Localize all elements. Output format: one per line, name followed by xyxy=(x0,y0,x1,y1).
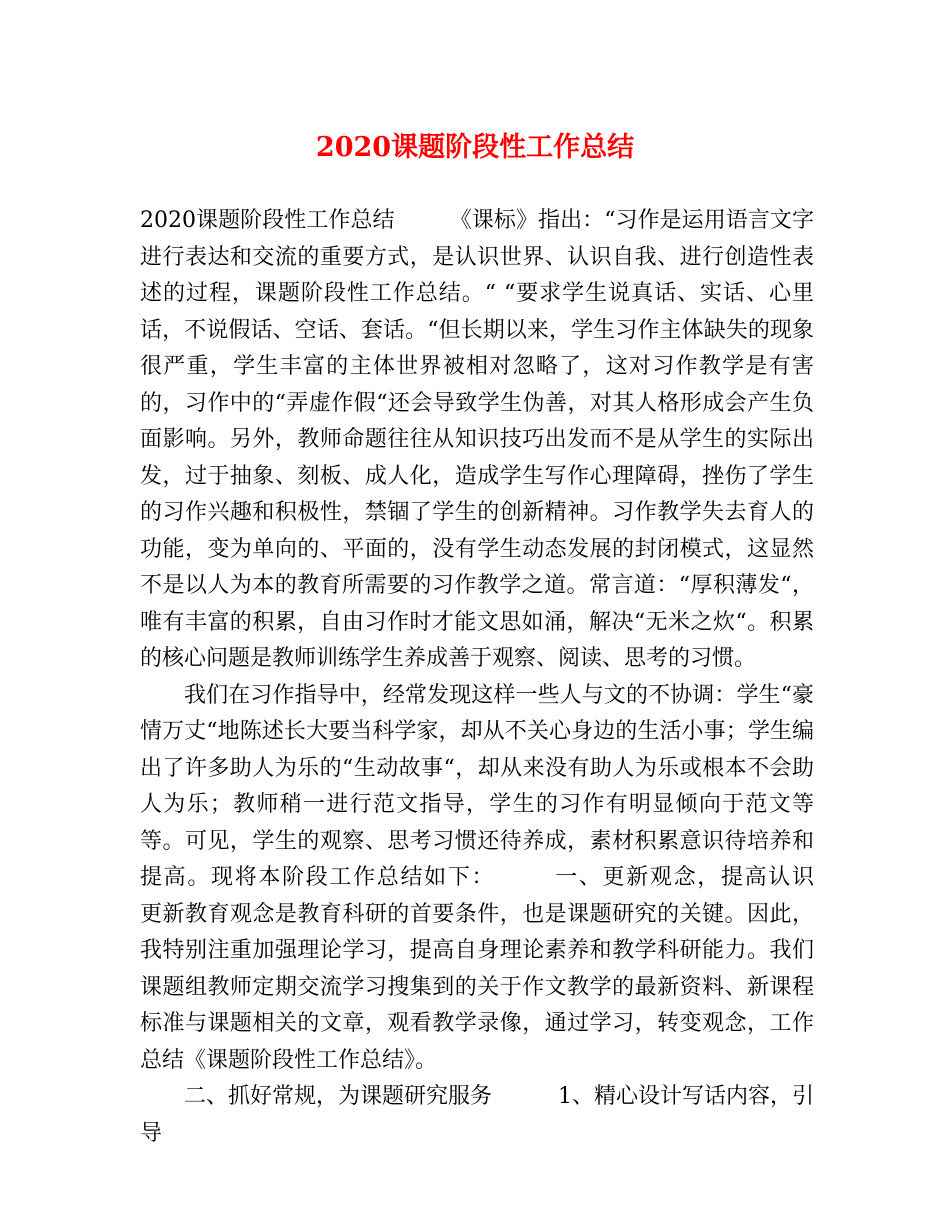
paragraph-intro: 2020课题阶段性工作总结 《课标》指出：“习作是运用语言文字进行表达和交流的重要方式，是认识世界、认识自我、进行创造性表述的过程，课题阶段性工作总结。“ “要求学生说真话、实话、心里话，不说假话、空话、套话。“但长期以来，学生习作主体缺失的现象很严重，学生丰富的主体世界被相对忽略了，这对习作教学是有害的，习作中的“弄虚作假“还会导致学生伪善，对其人格形成会产生负面影响。另外，教师命题往往从知识技巧出发而不是从学生的实际出发，过于抽象、刻板、成人化，造成学生写作心理障碍，挫伤了学生的习作兴趣和积极性，禁锢了学生的创新精神。习作教学失去育人的功能，变为单向的、平面的，没有学生动态发展的封闭模式，这显然不是以人为本的教育所需要的习作教学之道。常言道：“厚积薄发“，唯有丰富的积累，自由习作时才能文思如涌，解决“无米之炊“。积累的核心问题是教师训练学生养成善于观察、阅读、思考的习惯。 xyxy=(140,208,814,671)
paragraph-observations: 我们在习作指导中，经常发现这样一些人与文的不协调：学生“豪情万丈“地陈述长大要当科学家，却从不关心身边的生活小事；学生编出了许多助人为乐的“生动故事“，却从来没有助人为乐或根本不会助人为乐；教师稍一进行范文指导，学生的习作有明显倾向于范文等等。可见，学生的观察、思考习惯还待养成，素材积累意识待培养和提高。现将本阶段工作总结如下： 一、更新观念，提高认识 更新教育观念是教育科研的首要条件，也是课题研究的关键。因此，我特别注重加强理论学习，提高自身理论素养和教学科研能力。我们课题组教师定期交流学习搜集到的关于作文教学的最新资料、新课程标准与课题相关的文章，观看教学录像，通过学习，转变观念，工作总结《课题阶段性工作总结》。 xyxy=(140,682,881,1073)
paragraph-section-two: 二、抓好常规，为课题研究服务 1、精心设计写话内容，引导 xyxy=(140,1084,814,1146)
document-title: 2020课题阶段性工作总结 xyxy=(315,132,635,163)
document-body xyxy=(140,203,881,1152)
